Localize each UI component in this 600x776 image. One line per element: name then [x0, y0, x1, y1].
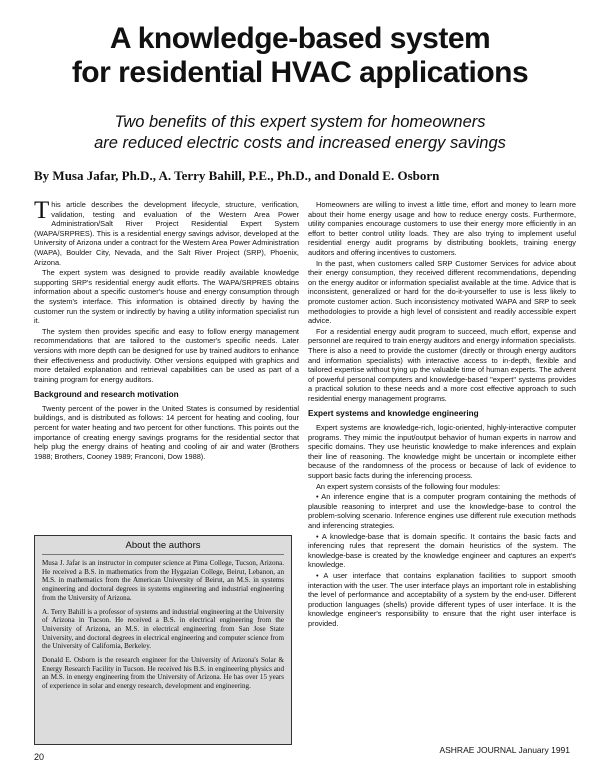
divider	[42, 554, 284, 555]
bullet-knowledge-base: • A knowledge-base that is domain specific. It contains the basic facts and inferencing rules that represent the domain heuristics of the system. The knowledge-base is created by the knowledge engineer and captures an expert's knowledge.	[308, 531, 576, 570]
subtitle-line-1: Two benefits of this expert system for homeowners	[114, 113, 486, 131]
author-bio-osborn: Donald E. Osborn is the research engineer for the University of Arizona's Solar & Energy Research Facility in Tucson. He received his B.S. in engineering physics and an M.S. in energy engineering from the University of Arizona. He has over 15 years of experience in solar and energy research, development and engineering.	[42, 656, 284, 691]
intro-paragraph	[34, 197, 299, 267]
section-heading-background: Background and research motivation	[34, 390, 179, 400]
subtitle-line-2: are reduced electric costs and increased energy savings	[94, 134, 506, 152]
paragraph: The expert system was designed to provide readily available knowledge supporting SRP's residential energy audit efforts. The WAPA/SRPRES obtains information about a specific customer's house and energy consumption through the system's interface. This information is obtained directly by having the customer run the system or indirectly by having a utility information specialist run it.	[34, 268, 299, 326]
left-column	[34, 197, 299, 462]
paragraph: Twenty percent of the power in the United States is consumed by residential buildings, and is distributed as follows: 14 percent for heating and cooling, four percent for water heating and two percent for other functions. This points out the importance of creating energy savings programs for the residential sector that help plug the energy drains of heating and cooling of air and water (Brothers 1988; Brothers, Cooney 1989; Franconi, Dow 1988).	[34, 403, 299, 461]
paragraph: In the past, when customers called SRP Customer Services for advice about their energy consumption, they received different recommendations, depending on the energy auditor or information specialist available at the time. Advice that is inconsistent, generalized or hard for the do-it-yourselfer to use is less likely to promote customer action. Such inconsistency motivated WAPA and SRP to seek methodologies to provide a high level of consistent and readily accessible expert advice.	[308, 258, 576, 326]
about-authors-heading: About the authors	[125, 540, 201, 551]
paragraph: Expert systems are knowledge-rich, logic-oriented, highly-interactive computer programs. They mimic the input/output behavior of human experts in narrow and specific domains. They use heuristic knowledge to make inferences and explain their line of reasoning. The knowledge might be uncertain or incomplete either because of the randomness of the process or because of lack of evidence to support basic facts during the inferencing process.	[308, 423, 576, 481]
byline: By Musa Jafar, Ph.D., A. Terry Bahill, P.E., Ph.D., and Donald E. Osborn	[34, 168, 440, 183]
section-heading-expert-systems: Expert systems and knowledge engineering	[308, 409, 479, 419]
paragraph: For a residential energy audit program to succeed, much effort, expense and personnel are required to train energy auditors and energy information specialists. There is also a need to provide the customer (directly or through energy auditors and information specialists) with interactive access to in-depth, flexible and tailored expertise without tying up the valuable time of human experts. The advent of powerful personal computers and knowledge-based "expert" systems provides a practical solution to these needs and a more cost effective approach to such residential energy management programs.	[308, 326, 576, 403]
paragraph: Homeowners are willing to invest a little time, effort and money to learn more about their home energy usage and how to reduce energy costs. Furthermore, utility companies encourage customers to use their energy more efficiently in an effort to better control utility loads. They are also trying to implement useful residential energy audit programs by distributing booklets, training energy auditors and offering incentives to customers.	[308, 200, 576, 257]
drop-cap: T	[34, 197, 50, 224]
paragraph: The system then provides specific and easy to follow energy management recommendations that are tailored to the customer's specific needs. Later versions with more depth can be designed for use by trained auditors to enhance their effectiveness and productivity. Other versions equipped with graphics and more detailed explanation and retrieval capabilities can be used as part of a training program for energy auditors.	[34, 326, 299, 384]
journal-footer: ASHRAE JOURNAL January 1991	[439, 745, 570, 755]
page-number: 20	[34, 752, 45, 762]
paragraph: An expert system consists of the following four modules:	[316, 481, 501, 491]
intro-text: his article describes the development lifecycle, structure, verification, validation, testing and evaluation of the Western Area Power Administration/Salt River Project Residential Expert System (WAPA/SRPRES). This is a residential energy savings advisor, developed at the University of Arizona under a contract for the Western Area Power Administration (WAPA), Boulder City, Nevada, and the Salt River Project (SRP), Phoenix, Arizona.	[34, 200, 299, 267]
about-authors-box	[34, 535, 292, 745]
article-title	[0, 22, 600, 90]
author-bio-jafar: Musa J. Jafar is an instructor in computer science at Pima College, Tucson, Arizona. He received a B.S. in mathematics from the Hygazian College, Beirut, Lebanon, an M.S. in mathematics from the American University of Beirut, an M.S. in systems engineering and doctoral degrees in systems engineering and industrial engineering from the University of Arizona.	[42, 559, 284, 602]
title-line-1: A knowledge-based system	[109, 22, 491, 55]
bullet-inference-engine: • An inference engine that is a computer program containing the methods of plausible reasoning to interpret and use the knowledge-base to control the problem-solving scenario. Inference engines use different rule execution methods and inferencing strategies.	[308, 492, 576, 530]
bullet-user-interface: • A user interface that contains explanation facilities to support smooth interaction with the user. The user interface plays an important role in establishing the level of performance and acceptability of a system by the end-user. Different production languages (shells) provide different types of user interface. It is the knowledge engineer's responsibility to ensure that the right user interface is provided.	[308, 570, 576, 628]
author-bio-bahill: A. Terry Bahill is a professor of systems and industrial engineering at the University of Arizona in Tucson. He received a B.S. in electrical engineering from the University of Arizona, an M.S. in electrical engineering from San Jose State University, and doctoral degrees in electrical engineering and computer science from the University of California, Berkeley.	[42, 607, 284, 651]
title-line-2: for residential HVAC applications	[71, 56, 529, 89]
right-column	[308, 200, 576, 630]
article-subtitle	[30, 112, 570, 154]
